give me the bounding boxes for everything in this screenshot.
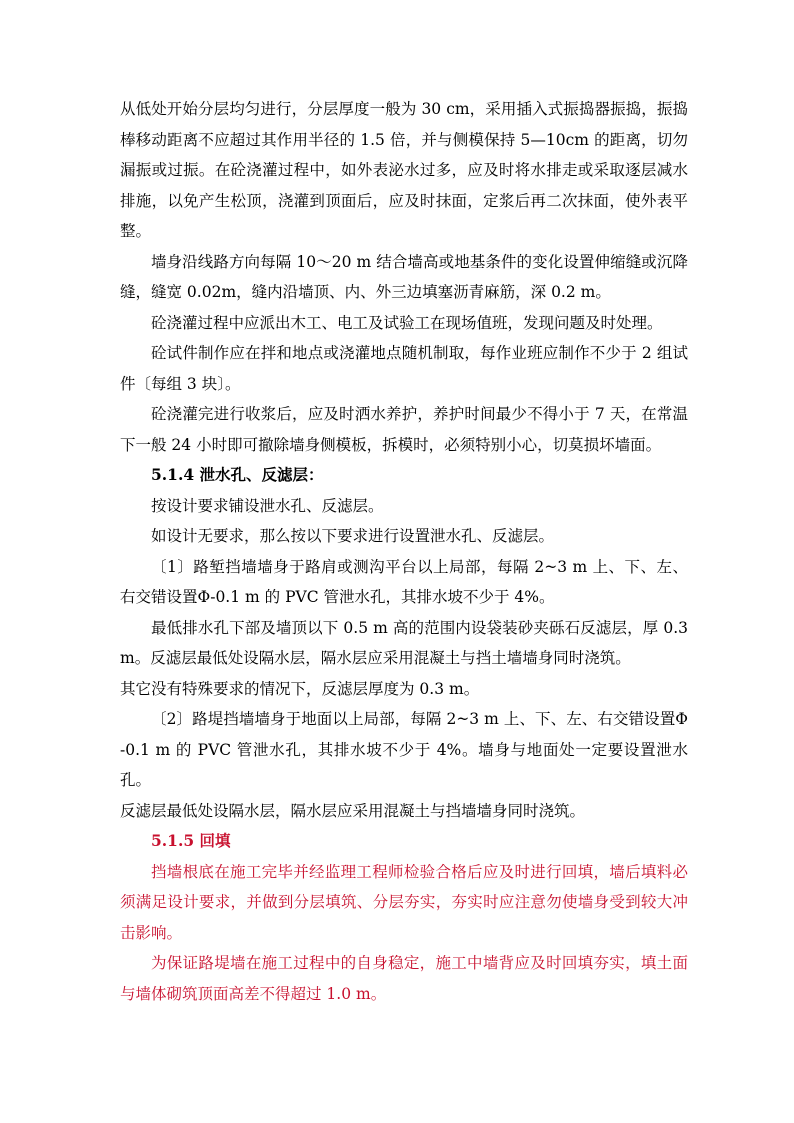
- paragraph-backfill-stability: 为保证路堤墙在施工过程中的自身稳定，施工中墙背应及时回填夯实，填土面与墙体砌筑顶面高差不得超过 1.0 m。: [120, 954, 688, 1003]
- paragraph-onsite-staff: 砼浇灌过程中应派出木工、电工及试验工在现场值班，发现问题及时处理。: [151, 313, 663, 332]
- section-heading-5-1-4: 5.1.4 泄水孔、反滤层：: [151, 465, 324, 484]
- paragraph-curing: 砼浇灌完进行收浆后，应及时洒水养护，养护时间最少不得小于 7 天，在常温下一般 24 小时即可撤除墙身侧模板，拆模时，必须特别小心，切莫损坏墙面。: [120, 405, 688, 454]
- paragraph-embankment-wall-drains: 〔2〕路堤挡墙墙身于地面以上局部，每隔 2~3 m 上、下、左、右交错设置Φ-0.1 m 的 PVC 管泄水孔，其排水坡不少于 4%。墙身与地面处一定要设置泄水孔。: [120, 710, 688, 789]
- paragraph-cutting-wall-drains: 〔1〕路堑挡墙墙身于路肩或测沟平台以上局部，每隔 2~3 m 上、下、左、右交错设置Φ-0.1 m 的 PVC 管泄水孔，其排水坡不少于 4%。: [120, 557, 688, 606]
- document-page: [120, 94, 688, 1009]
- paragraph-drain-default: 如设计无要求，那么按以下要求进行设置泄水孔、反滤层。: [151, 527, 555, 545]
- section-heading-5-1-5: 5.1.5 回填: [151, 831, 231, 850]
- paragraph-impermeable-layer: 反滤层最低处设隔水层，隔水层应采用混凝土与挡墙墙身同时浇筑。: [120, 801, 586, 820]
- paragraph-drain-design: 按设计要求铺设泄水孔、反滤层。: [151, 496, 384, 515]
- paragraph-filter-layer: 最低排水孔下部及墙顶以下 0.5 m 高的范围内设袋装砂夹砾石反滤层，厚 0.3 m。反滤层最低处设隔水层，隔水层应采用混凝土与挡土墙墙身同时浇筑。: [120, 618, 688, 667]
- paragraph-pouring-layers: 从低处开始分层均匀进行，分层厚度一般为 30 cm，采用插入式振捣器振捣，振捣棒移动距离不应超过其作用半径的 1.5 倍，并与侧模保持 5—10cm 的距离，切勿漏振或过振。在砼浇灌过程中，如外表泌水过多，应及时将水排走或采取逐层减水排施，以免产生松顶，浇灌到顶面后，应及时抹面，定浆后再二次抹面，使外表平整。: [120, 100, 688, 240]
- paragraph-filter-thickness: 其它没有特殊要求的情况下，反滤层厚度为 0.3 m。: [120, 679, 480, 698]
- paragraph-backfill-requirements: 挡墙根底在施工完毕并经监理工程师检验合格后应及时进行回填，墙后填料必须满足设计要求，并做到分层填筑、分层夯实，夯实时应注意勿使墙身受到较大冲击影响。: [120, 862, 688, 942]
- paragraph-test-specimens: 砼试件制作应在拌和地点或浇灌地点随机制取，每作业班应制作不少于 2 组试件〔每组 3 块〕。: [120, 344, 688, 393]
- paragraph-expansion-joints: 墙身沿线路方向每隔 10～20 m 结合墙高或地基条件的变化设置伸缩缝或沉降缝，缝宽 0.02m，缝内沿墙顶、内、外三边填塞沥青麻筋，深 0.2 m。: [120, 252, 688, 301]
